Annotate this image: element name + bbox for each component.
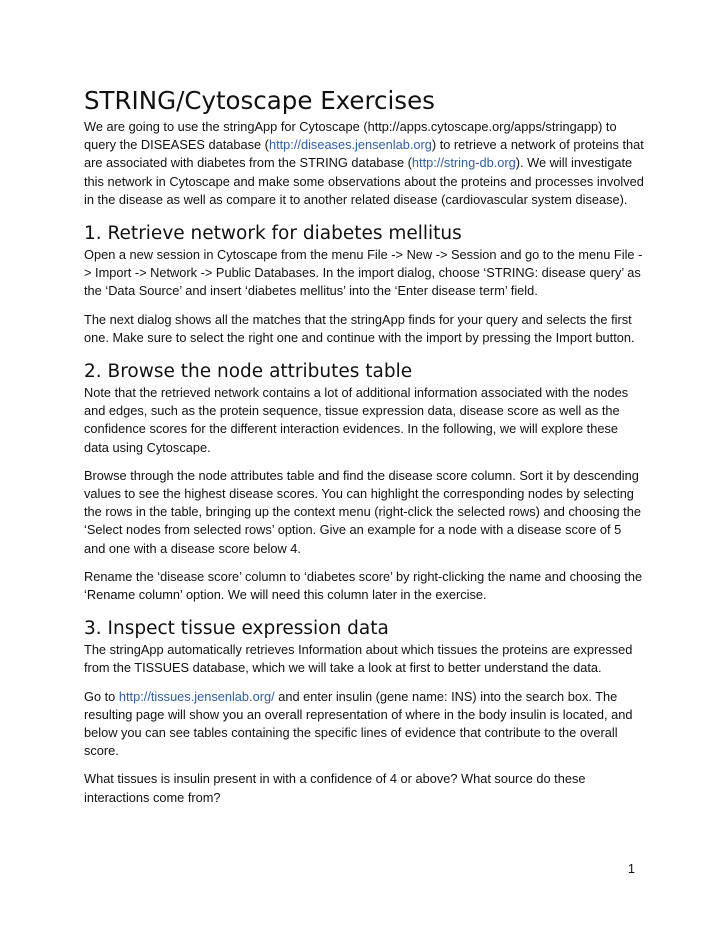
section-2-paragraph-1: Note that the retrieved network contains a lot of additional information associated with the nodes and edges, such as the protein sequence, tissue expression data, disease score as well as the confidence scores for the different interaction evidences. In the following, we will explore these data using Cytoscape. <box>84 385 629 455</box>
section-2-paragraph-3: Rename the ‘disease score’ column to ‘diabetes score’ by right-clicking the name and choosing the ‘Rename column’ option. We will need this column later in the exercise. <box>84 568 643 603</box>
section-1-paragraph-2: The next dialog shows all the matches that the stringApp finds for your query and selects the first one. Make sure to select the right one and continue with the import by pressing the Import button. <box>84 311 635 345</box>
section-3-text-1: Go to <box>84 688 119 704</box>
section-2-paragraph-2: Browse through the node attributes table and find the disease score column. Sort it by descending values to see the highest disease scores. You can highlight the corresponding nodes by selecting the rows in the table, bringing up the context menu (right-click the selected rows) and choosing the ‘Select nodes from selected rows’ option. Give an example for a node with a disease score of 5 and one with a disease score below 4. <box>84 467 641 556</box>
section-3-heading: 3. Inspect tissue expression data <box>84 618 389 640</box>
intro-text-3: ). We will investigate this network in Cytoscape and make some observations about the proteins and processes involved in the disease as well as compare it to another related disease (cardiovascular system disease). <box>84 155 644 207</box>
intro-paragraph <box>84 118 644 209</box>
page-number: 1 <box>627 861 635 876</box>
intro-text-1: We are going to use the stringApp for Cytoscape (http://apps.cytoscape.org/apps/stringapp) to query the DISEASES database ( <box>84 119 617 153</box>
string-db-link[interactable]: http://string-db.org <box>411 155 516 171</box>
document-title: STRING/Cytoscape Exercises <box>84 86 435 115</box>
section-3-text-2: and enter insulin (gene name: INS) into the search box. The resulting page will show you an overall representation of where in the body insulin is located, and below you can see tables containing the specific lines of evidence that contribute to the overall score. <box>84 688 633 759</box>
intro-text-2: ) to retrieve a network of proteins that are associated with diabetes from the STRING database ( <box>84 137 644 171</box>
section-1-paragraph-1: Open a new session in Cytoscape from the menu File -> New -> Session and go to the menu File -> Import -> Network -> Public Databases. In the import dialog, choose ‘STRING: disease query’ as the ‘Data Source’ and insert ‘diabetes mellitus’ into the ‘Enter disease term’ field. <box>84 247 643 299</box>
section-2-heading: 2. Browse the node attributes table <box>84 361 413 383</box>
document-body <box>84 84 644 807</box>
tissues-link[interactable]: http://tissues.jensenlab.org/ <box>118 688 275 704</box>
section-1-heading: 1. Retrieve network for diabetes mellitus <box>84 223 462 245</box>
section-3-paragraph-1: The stringApp automatically retrieves Information about which tissues the proteins are expressed from the TISSUES database, which we will take a look at first to better understand the data. <box>84 642 633 676</box>
section-3-paragraph-2 <box>84 688 644 761</box>
diseases-link[interactable]: http://diseases.jensenlab.org <box>268 137 432 153</box>
section-3-paragraph-3: What tissues is insulin present in with a confidence of 4 or above? What source do these interactions come from? <box>84 771 586 805</box>
